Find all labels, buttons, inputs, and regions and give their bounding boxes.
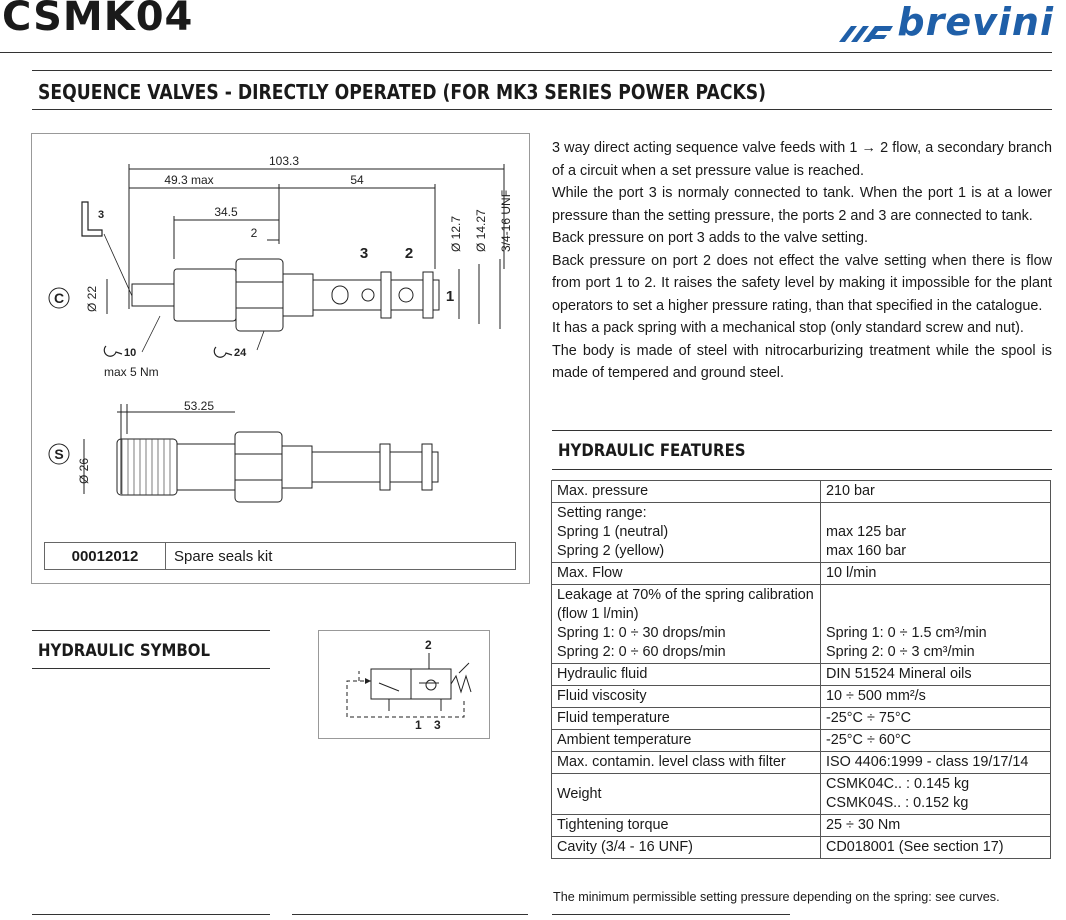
feature-row — [552, 503, 1051, 563]
wrench-10-size: 10 — [124, 347, 137, 359]
dim-overall: 103.3 — [268, 154, 300, 168]
feature-row — [552, 752, 1051, 774]
version-c-label: C — [53, 290, 65, 306]
dim-d1427: Ø 14.27 — [474, 209, 488, 252]
symbol-port-1: 1 — [415, 718, 422, 732]
technical-drawing — [31, 133, 530, 584]
feature-row — [552, 563, 1051, 585]
section-rule — [32, 630, 270, 631]
feature-row — [552, 686, 1051, 708]
dim-right-len: 54 — [350, 173, 364, 187]
product-code: CSMK04 — [2, 0, 194, 40]
feature-value: 10 ÷ 500 mm²/s — [821, 686, 1051, 708]
feature-value: ISO 4406:1999 - class 19/17/14 — [821, 752, 1051, 774]
brand-name: brevini — [897, 0, 1054, 44]
feature-value: 210 bar — [821, 481, 1051, 503]
feature-name: Fluid temperature — [552, 708, 821, 730]
dim-thread: 3/4-16 UNF — [499, 189, 513, 252]
features-table — [551, 480, 1051, 859]
feature-row — [552, 774, 1051, 815]
feature-name: Setting range: Spring 1 (neutral) Spring 2 (yellow) — [552, 503, 821, 563]
description — [552, 137, 1052, 385]
valve-drawing-svg — [32, 134, 529, 583]
feature-name: Ambient temperature — [552, 730, 821, 752]
version-s-label: S — [54, 446, 64, 462]
feature-value: Spring 1: 0 ÷ 1.5 cm³/min Spring 2: 0 ÷ 3 cm³/min — [821, 585, 1051, 664]
spare-kit-desc: Spare seals kit — [174, 547, 273, 565]
feature-name: Max. contamin. level class with filter — [552, 752, 821, 774]
feature-name: Fluid viscosity — [552, 686, 821, 708]
wrench-24-size: 24 — [234, 347, 247, 359]
feature-name: Cavity (3/4 - 16 UNF) — [552, 837, 821, 859]
title-bottom-rule — [32, 109, 1052, 110]
feature-row — [552, 664, 1051, 686]
feature-value: -25°C ÷ 75°C — [821, 708, 1051, 730]
port-3-label: 3 — [359, 245, 369, 262]
desc-paragraph: It has a pack spring with a mechanical stop (only standard screw and nut). — [552, 320, 1024, 336]
page-title: SEQUENCE VALVES - DIRECTLY OPERATED (FOR MK3 SERIES POWER PACKS) — [38, 80, 767, 104]
hydraulic-symbol-title: HYDRAULIC SYMBOL — [38, 641, 210, 661]
feature-value: 10 l/min — [821, 563, 1051, 585]
dim-d26: Ø 26 — [77, 457, 91, 484]
feature-value: 25 ÷ 30 Nm — [821, 815, 1051, 837]
dim-mid-len: 34.5 — [214, 205, 238, 219]
header-divider — [0, 52, 1052, 53]
feature-name: Max. pressure — [552, 481, 821, 503]
feature-name: Tightening torque — [552, 815, 821, 837]
brand-logo — [833, 0, 1054, 46]
dim-d127: Ø 12.7 — [449, 215, 463, 252]
feature-name: Max. Flow — [552, 563, 821, 585]
section-rule — [552, 469, 1052, 470]
hydraulic-features-title: HYDRAULIC FEATURES — [558, 441, 746, 461]
brand-mark-icon — [833, 16, 897, 46]
feature-value: CD018001 (See section 17) — [821, 837, 1051, 859]
desc-paragraph: While the port 3 is normaly connected to tank. When the port 1 is at a lower pressure than the setting pressure, the ports 2 and 3 are connected to tank. — [552, 185, 1052, 224]
symbol-port-2: 2 — [425, 638, 432, 652]
desc-paragraph: The body is made of steel with nitrocarburizing treatment while the spool is made of tempered and ground steel. — [552, 342, 1052, 381]
hex-key-size: 3 — [98, 209, 105, 221]
symbol-port-3: 3 — [434, 718, 441, 732]
port-1-label: 1 — [445, 288, 455, 305]
desc-paragraph: Back pressure on port 3 adds to the valve setting. — [552, 230, 868, 246]
dim-small: 2 — [250, 226, 258, 240]
feature-name: Leakage at 70% of the spring calibration (flow 1 l/min) Spring 1: 0 ÷ 30 drops/min Spring 2: 0 ÷ 60 drops/min — [552, 585, 821, 664]
feature-row — [552, 481, 1051, 503]
section-rule — [552, 430, 1052, 431]
feature-value: max 125 bar max 160 bar — [821, 503, 1051, 563]
feature-name: Weight — [552, 774, 821, 815]
feature-row — [552, 730, 1051, 752]
bottom-rule — [32, 914, 270, 915]
spare-kit-code: 00012012 — [45, 543, 166, 569]
feature-value: -25°C ÷ 60°C — [821, 730, 1051, 752]
desc-paragraph: Back pressure on port 2 does not effect the valve setting when there is flow from port 1 to 2. It raises the safety level by making it impossible for the plant operators to set a higher pressure rating, than that specified in the catalogue. — [552, 252, 1052, 314]
hydraulic-symbol — [318, 630, 490, 739]
feature-row — [552, 815, 1051, 837]
feature-row — [552, 585, 1051, 664]
features-footnote: The minimum permissible setting pressure depending on the spring: see curves. — [553, 890, 1000, 904]
feature-name: Hydraulic fluid — [552, 664, 821, 686]
section-rule — [32, 668, 270, 669]
port-2-label: 2 — [404, 245, 414, 262]
dim-s-len: 53.25 — [183, 399, 215, 413]
desc-paragraph: 3 way direct acting sequence valve feeds with 1 → 2 flow, a secondary branch of a circuit when a set pressure value is reached. — [552, 140, 1052, 179]
torque-note: max 5 Nm — [104, 365, 159, 379]
title-top-rule — [32, 70, 1052, 71]
feature-row — [552, 708, 1051, 730]
bottom-rule — [292, 914, 528, 915]
spare-kit-row — [44, 542, 516, 570]
dim-max-len: 49.3 max — [164, 173, 214, 187]
bottom-rule — [552, 914, 790, 915]
feature-row — [552, 837, 1051, 859]
dim-d22: Ø 22 — [85, 285, 99, 312]
feature-value: CSMK04C.. : 0.145 kg CSMK04S.. : 0.152 kg — [821, 774, 1051, 815]
hydraulic-symbol-svg — [319, 631, 489, 738]
feature-value: DIN 51524 Mineral oils — [821, 664, 1051, 686]
